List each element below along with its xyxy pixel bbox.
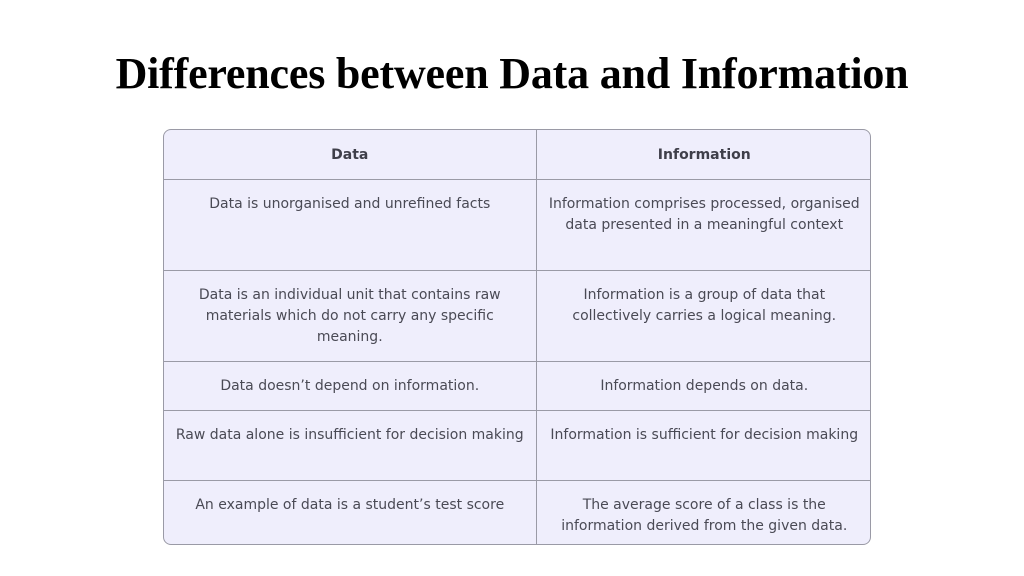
comparison-table [163,129,871,545]
information-cell: Information is sufficient for decision making [536,411,871,481]
information-cell: The average score of a class is the information derived from the given data. [536,481,871,546]
slide-title: Differences between Data and Information [115,49,909,98]
data-vs-information-table [164,130,871,545]
information-cell: Information comprises processed, organised data presented in a meaningful context [536,180,871,271]
table-row [164,411,871,481]
data-cell: Raw data alone is insufficient for decision making [164,411,536,481]
table-row [164,180,871,271]
table-row [164,481,871,546]
data-cell: An example of data is a student’s test score [164,481,536,546]
information-cell: Information is a group of data that collectively carries a logical meaning. [536,271,871,362]
header-information: Information [536,130,871,180]
table-row [164,362,871,411]
data-cell: Data is an individual unit that contains raw materials which do not carry any specific meaning. [164,271,536,362]
header-data: Data [164,130,536,180]
data-cell: Data is unorganised and unrefined facts [164,180,536,271]
information-cell: Information depends on data. [536,362,871,411]
table-header-row [164,130,871,180]
data-cell: Data doesn’t depend on information. [164,362,536,411]
table-row [164,271,871,362]
